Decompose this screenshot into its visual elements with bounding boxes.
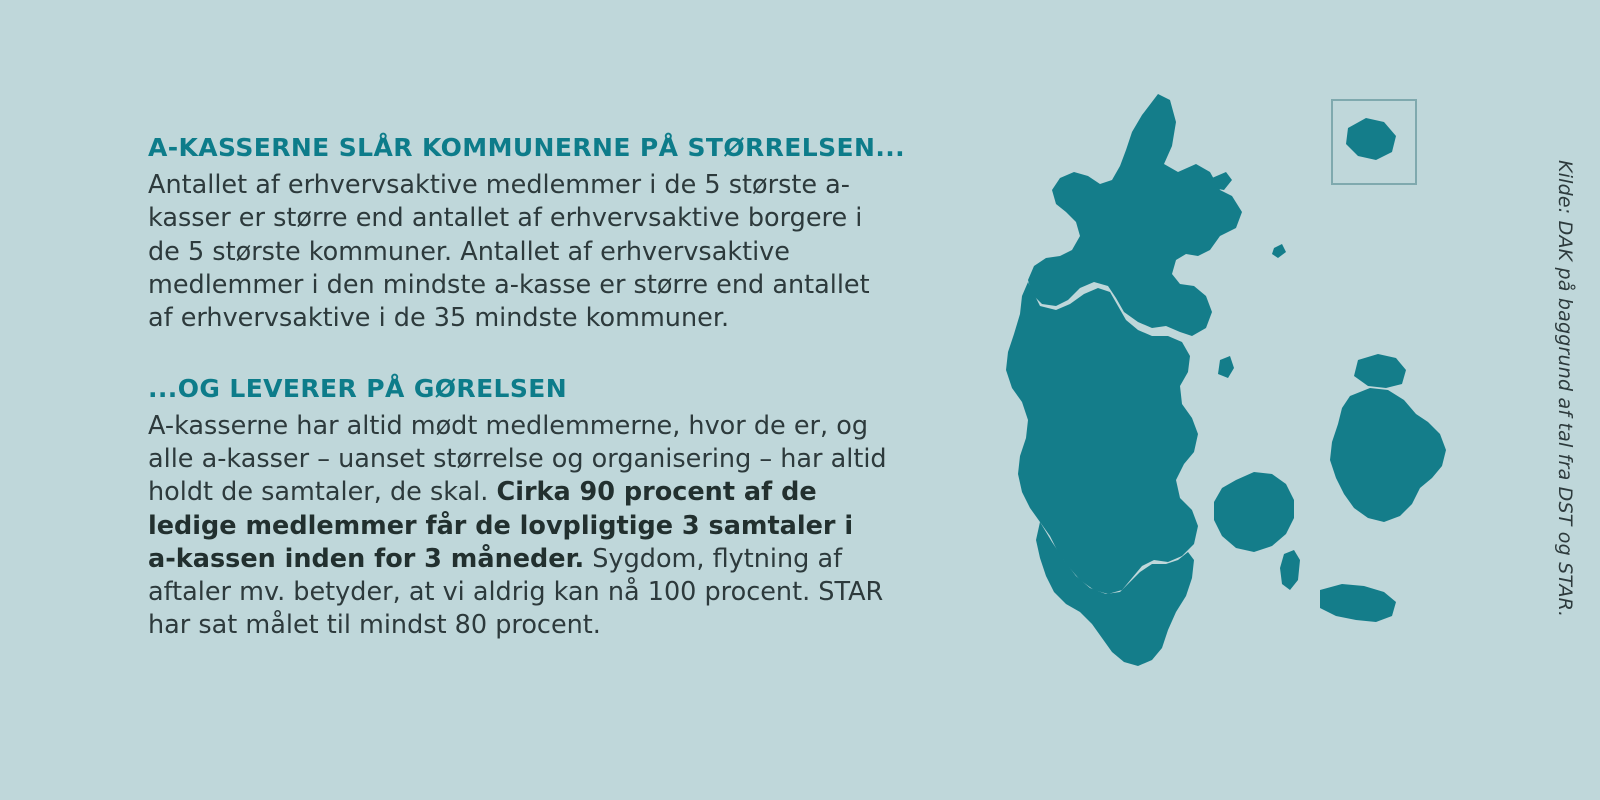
denmark-landmass [1006,94,1446,666]
central-jutland-shape [1006,282,1198,594]
block-heading-delivery: ...OG LEVERER PÅ GØRELSEN [148,373,568,403]
north-zealand-shape [1354,354,1406,388]
bornholm-shape [1346,118,1396,160]
zealand-shape [1330,388,1446,522]
langeland-shape [1280,550,1300,590]
text-block-size [148,132,908,335]
text-column [148,132,908,642]
lolland-falster-shape [1320,584,1396,622]
funen-shape [1214,472,1294,552]
bornholm-inset [1332,100,1416,184]
block-body-delivery: A-kasserne har altid mødt medlemmerne, hvor de er, og alle a-kasser – uanset størrelse og organisering – har altid holdt de samtaler, de skal. Cirka 90 procent af de ledige medlemmer får de lovpligtige 3 samtaler i a-kassen inden for 3 måneder. Sygdom, flytning af aftaler mv. betyder, at vi aldrig kan nå 100 procent. STAR har sat målet til mindst 80 procent. [148,411,887,641]
block-heading-size: A-KASSERNE SLÅR KOMMUNERNE PÅ STØRRELSEN... [148,133,906,162]
source-note: Kilde: DAK på baggrund af tal fra DST og STAR. [1554,160,1576,618]
laeso-shape [1212,172,1232,190]
north-jutland-shape [1028,94,1242,336]
denmark-map-svg [880,60,1500,740]
anholt-shape [1272,244,1286,258]
block-body-size: Antallet af erhvervsaktive medlemmer i de 5 største a-kasser er større end antallet af erhvervsaktive borgere i de 5 største kommuner. Antallet af erhvervsaktive medlemmer i den mindste a-kasse er større end antallet af erhvervsaktive i de 35 mindste kommuner. [148,170,870,333]
samso-shape [1218,356,1234,378]
map-area [880,60,1500,740]
text-block-delivery [148,373,908,642]
